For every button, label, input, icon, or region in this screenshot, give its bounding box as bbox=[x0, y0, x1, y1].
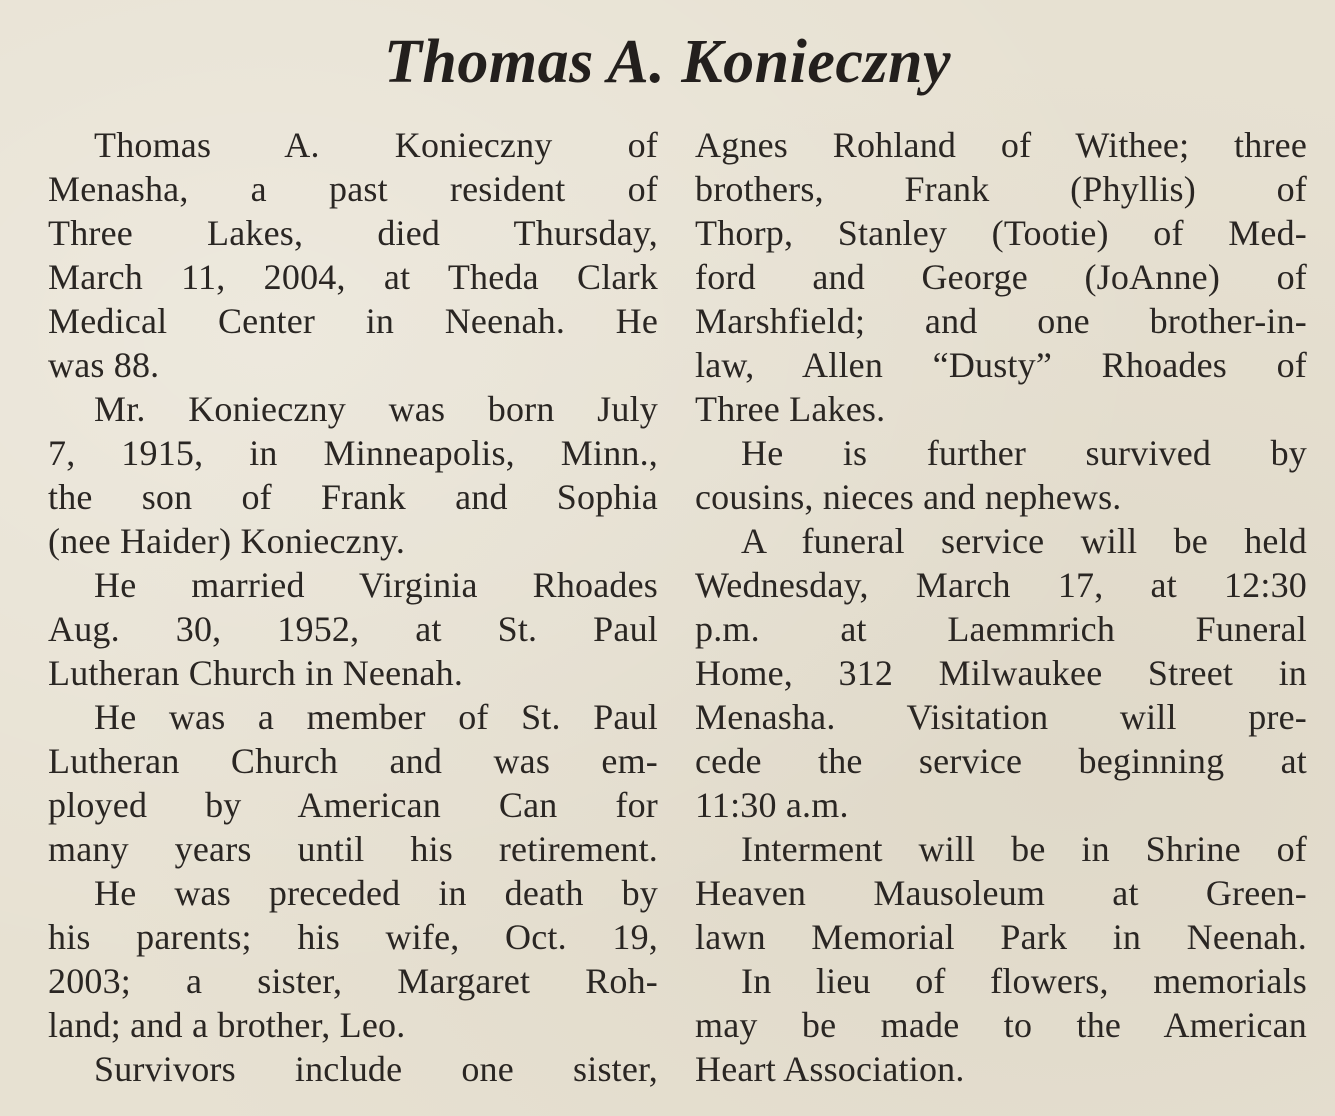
text-line: law, Allen “Dusty” Rhoades of bbox=[695, 345, 1307, 385]
text-line: Lutheran Church and was em- bbox=[48, 741, 658, 781]
text-line: brothers, Frank (Phyllis) of bbox=[695, 169, 1307, 209]
text-line: He was a member of St. Paul bbox=[94, 697, 658, 737]
text-line: cede the service beginning at bbox=[695, 741, 1307, 781]
text-line: ployed by American Can for bbox=[48, 785, 658, 825]
text-line: Thorp, Stanley (Tootie) of Med- bbox=[695, 213, 1307, 253]
text-line: Three Lakes. bbox=[695, 389, 886, 429]
text-line: lawn Memorial Park in Neenah. bbox=[695, 917, 1307, 957]
text-line: Survivors include one sister, bbox=[94, 1049, 658, 1089]
text-line: In lieu of flowers, memorials bbox=[741, 961, 1307, 1001]
text-line: Home, 312 Milwaukee Street in bbox=[695, 653, 1307, 693]
text-line: Agnes Rohland of Withee; three bbox=[695, 125, 1307, 165]
text-line: the son of Frank and Sophia bbox=[48, 477, 658, 517]
text-line: Heaven Mausoleum at Green- bbox=[695, 873, 1307, 913]
text-line: Mr. Konieczny was born July bbox=[94, 389, 658, 429]
text-line: his parents; his wife, Oct. 19, bbox=[48, 917, 658, 957]
text-line: A funeral service will be held bbox=[741, 521, 1307, 561]
text-line: 11:30 a.m. bbox=[695, 785, 849, 825]
text-line: was 88. bbox=[48, 345, 160, 385]
text-line: 2003; a sister, Margaret Roh- bbox=[48, 961, 658, 1001]
text-line: ford and George (JoAnne) of bbox=[695, 257, 1307, 297]
text-line: Interment will be in Shrine of bbox=[741, 829, 1307, 869]
text-line: Heart Association. bbox=[695, 1049, 965, 1089]
text-line: Three Lakes, died Thursday, bbox=[48, 213, 658, 253]
text-line: He is further survived by bbox=[741, 433, 1307, 473]
text-line: He married Virginia Rhoades bbox=[94, 565, 658, 605]
text-line: land; and a brother, Leo. bbox=[48, 1005, 406, 1045]
text-line: may be made to the American bbox=[695, 1005, 1307, 1045]
text-line: Aug. 30, 1952, at St. Paul bbox=[48, 609, 658, 649]
text-line: 7, 1915, in Minneapolis, Minn., bbox=[48, 433, 658, 473]
right-text-column bbox=[695, 123, 1307, 1091]
text-line: p.m. at Laemmrich Funeral bbox=[695, 609, 1307, 649]
text-line: Menasha. Visitation will pre- bbox=[695, 697, 1307, 737]
text-line: Thomas A. Konieczny of bbox=[94, 125, 658, 165]
text-line: Menasha, a past resident of bbox=[48, 169, 658, 209]
text-line: He was preceded in death by bbox=[94, 873, 658, 913]
text-line: Medical Center in Neenah. He bbox=[48, 301, 658, 341]
text-line: (nee Haider) Konieczny. bbox=[48, 521, 406, 561]
left-text-column bbox=[48, 123, 658, 1091]
text-line: Lutheran Church in Neenah. bbox=[48, 653, 464, 693]
obituary-headline: Thomas A. Konieczny bbox=[384, 28, 951, 96]
text-line: cousins, nieces and nephews. bbox=[695, 477, 1122, 517]
text-line: Wednesday, March 17, at 12:30 bbox=[695, 565, 1307, 605]
text-line: Marshfield; and one brother-in- bbox=[695, 301, 1307, 341]
text-line: many years until his retirement. bbox=[48, 829, 658, 869]
text-line: March 11, 2004, at Theda Clark bbox=[48, 257, 658, 297]
